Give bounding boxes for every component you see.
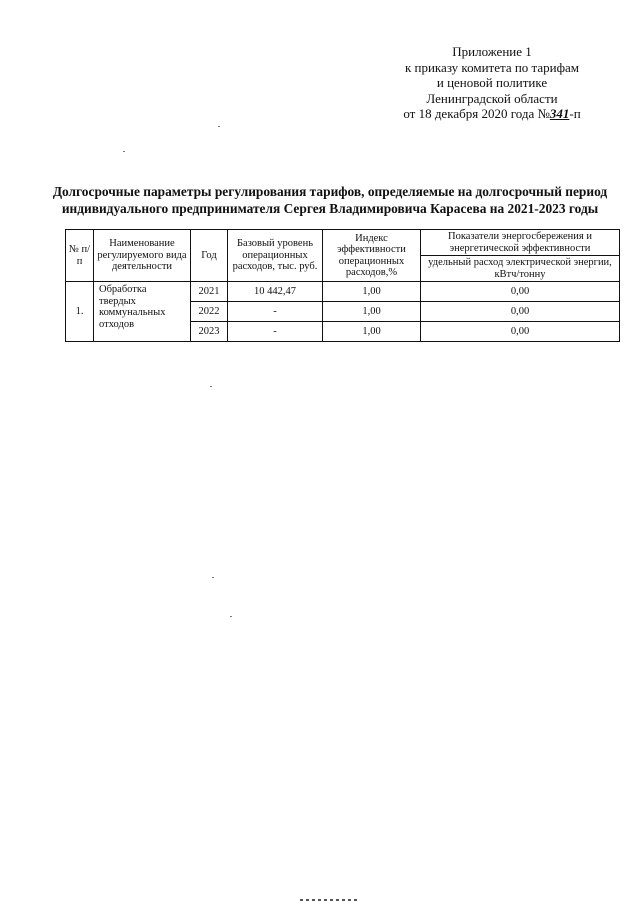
row-number: 1. (66, 282, 94, 342)
appendix-order-ref: к приказу комитета по тарифам (404, 59, 580, 75)
header-energy-group: Показатели энергосбережения и энергетической эффективности (421, 230, 620, 256)
scan-speck (210, 386, 212, 387)
activity-name: Обработка твердых коммунальных отходов (94, 282, 191, 342)
header-energy-sub: удельный расход электрической энергии, кВтч/тонну (421, 256, 620, 282)
appendix-header (392, 44, 592, 122)
order-number-handwritten: 341 (549, 106, 570, 121)
index-cell: 1,00 (323, 302, 421, 322)
scan-speck (212, 577, 214, 578)
energy-cell: 0,00 (421, 322, 620, 342)
header-num: № п/п (66, 230, 94, 282)
year-cell: 2021 (191, 282, 228, 302)
appendix-date (392, 106, 592, 122)
base-level-cell: - (228, 322, 323, 342)
appendix-region: Ленинградской области (426, 90, 558, 106)
scan-speck (218, 126, 220, 127)
year-cell: 2023 (191, 322, 228, 342)
appendix-date-suffix: -п (569, 106, 581, 121)
title-line-1: Долгосрочные параметры регулирования тарифов, определяемые на долгосрочный период (52, 184, 608, 199)
scan-speck (230, 616, 232, 617)
table-row (66, 282, 620, 302)
base-level-cell: 10 442,47 (228, 282, 323, 302)
header-activity: Наименование регулируемого вида деятельности (94, 230, 191, 282)
scan-edge-mark (300, 899, 360, 901)
energy-cell: 0,00 (421, 282, 620, 302)
index-cell: 1,00 (323, 282, 421, 302)
year-cell: 2022 (191, 302, 228, 322)
parameters-table (65, 229, 620, 342)
document-title (30, 183, 630, 217)
index-cell: 1,00 (323, 322, 421, 342)
header-efficiency-index: Индекс эффективности операционных расходов,% (323, 230, 421, 282)
appendix-committee: и ценовой политике (436, 75, 548, 90)
title-line-2: индивидуального предпринимателя Сергея Владимировича Карасева на 2021-2023 годы (61, 201, 599, 216)
energy-cell: 0,00 (421, 302, 620, 322)
base-level-cell: - (228, 302, 323, 322)
appendix-date-text: от 18 декабря 2020 года № (403, 106, 550, 121)
appendix-title: Приложение 1 (452, 44, 532, 59)
scan-speck (123, 151, 125, 152)
header-base-level: Базовый уровень операционных расходов, тыс. руб. (228, 230, 323, 282)
header-year: Год (191, 230, 228, 282)
